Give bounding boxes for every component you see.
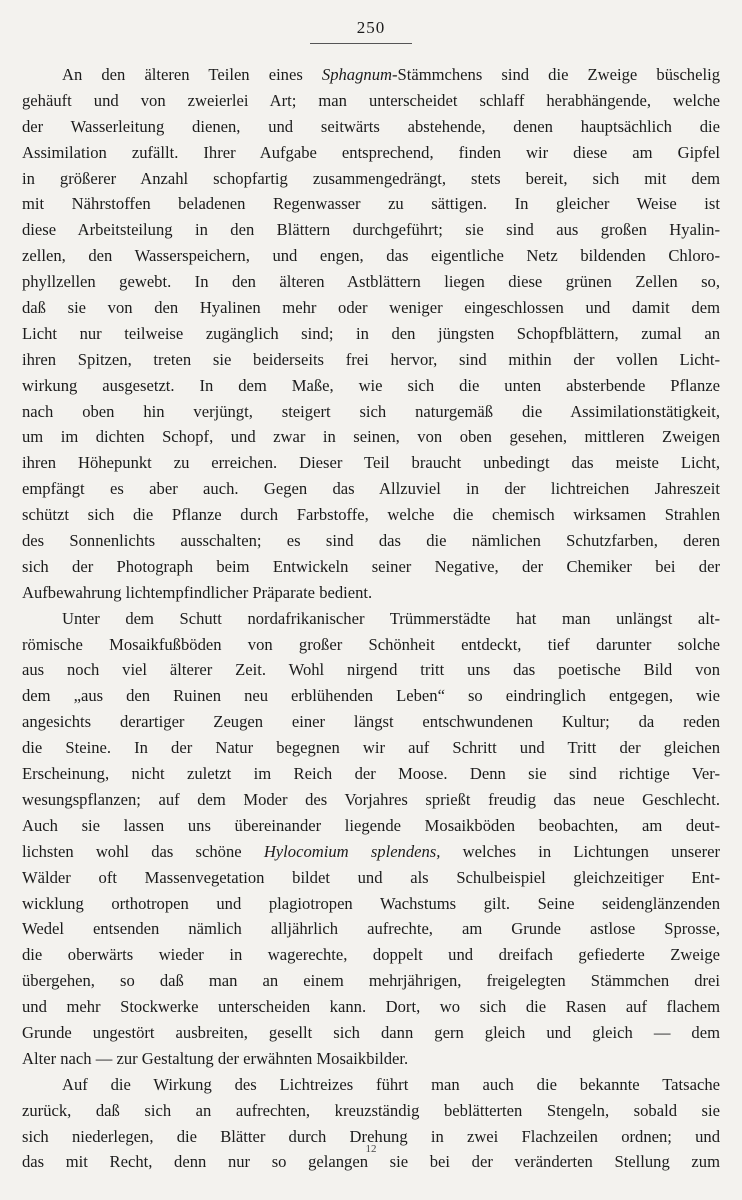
text-line	[22, 813, 720, 839]
text-run: gehäuft und von zweierlei Art; man unterscheidet schlaff herabhängende, welche	[22, 90, 720, 110]
text-run: welches in Lichtungen unserer	[440, 841, 720, 861]
text-line	[22, 243, 720, 269]
text-run: und mehr Stockwerke unterscheiden kann. Dort, wo sich die Rasen auf flachem	[22, 997, 720, 1017]
text-run: der Wasserleitung dienen, und seitwärts abstehende, denen hauptsächlich die	[22, 116, 720, 136]
italic-term: Sphagnum	[321, 65, 392, 84]
text-run: Assimilation zufällt. Ihrer Aufgabe entsprechend, finden wir diese am Gipfel	[22, 142, 720, 162]
text-run: -Stämmchens sind die Zweige büschelig	[391, 65, 720, 84]
text-line	[22, 502, 720, 528]
italic-term: Hylocomium splendens,	[263, 841, 441, 861]
header-rule	[310, 43, 412, 44]
text-line	[22, 424, 720, 450]
text-run: Aufbewahrung lichtempfindlicher Präparate bedient.	[22, 582, 373, 602]
text-line	[22, 1046, 720, 1072]
text-line	[22, 942, 720, 968]
text-run: empfängt es aber auch. Gegen das Allzuviel in der lichtreichen Jahreszeit	[22, 479, 720, 499]
text-run: Wälder oft Massenvegetation bildet und als Schulbeispiel gleichzeitiger Ent-	[22, 867, 720, 887]
text-line	[22, 994, 720, 1020]
text-run: die oberwärts wieder in wagerechte, doppelt und dreifach gefiederte Zweige	[22, 945, 720, 965]
text-run: wicklung orthotropen und plagiotropen Wachstums gilt. Seine seidenglänzenden	[22, 893, 720, 913]
text-run: in größerer Anzahl schopfartig zusammengedrängt, stets bereit, sich mit dem	[22, 168, 720, 188]
text-run: Erscheinung, nicht zuletzt im Reich der Moose. Denn sie sind richtige Ver-	[22, 764, 720, 784]
text-line	[22, 968, 720, 994]
text-line	[22, 761, 720, 787]
text-line	[22, 114, 720, 140]
text-line	[22, 166, 720, 192]
text-run: ihren Höhepunkt zu erreichen. Dieser Teil braucht unbedingt das meiste Licht,	[22, 453, 720, 473]
text-run: römische Mosaikfußböden von großer Schönheit entdeckt, tief darunter solche	[22, 634, 720, 654]
text-line	[22, 606, 720, 632]
text-line	[22, 295, 720, 321]
text-run: ihren Spitzen, treten sie beiderseits frei hervor, sind mithin der vollen Licht-	[22, 349, 720, 369]
text-run: wesungspflanzen; auf dem Moder des Vorjahres sprießt freudig das neue Geschlecht.	[22, 789, 720, 809]
text-run: zurück, daß sich an aufrechten, kreuzständig beblätterten Stengeln, sobald sie	[22, 1100, 720, 1120]
text-line	[22, 683, 720, 709]
text-run: Auf die Wirkung des Lichtreizes führt man auch die bekannte Tatsache	[62, 1074, 720, 1094]
text-run: Alter nach — zur Gestaltung der erwähnten Mosaikbilder.	[22, 1048, 409, 1068]
text-run: Auch sie lassen uns übereinander liegende Mosaikböden beobachten, am deut-	[22, 815, 720, 835]
text-run: die Steine. In der Natur begegnen wir auf Schritt und Tritt der gleichen	[22, 738, 720, 758]
text-line	[22, 891, 720, 917]
text-run: Unter dem Schutt nordafrikanischer Trümmerstädte hat man unlängst alt-	[62, 608, 720, 628]
text-run: daß sie von den Hyalinen mehr oder weniger eingeschlossen und damit dem	[22, 298, 720, 318]
text-line	[22, 191, 720, 217]
text-line	[22, 62, 720, 88]
text-run: zellen, den Wasserspeichern, und engen, das eigentliche Netz bildenden Chloro-	[22, 246, 720, 266]
text-run: um im dichten Schopf, und zwar in seinen, von oben gesehen, mittleren Zweigen	[22, 427, 720, 447]
text-run: schützt sich die Pflanze durch Farbstoffe, welche die chemisch wirksamen Strahlen	[22, 505, 720, 525]
text-run: nach oben hin verjüngt, steigert sich naturgemäß die Assimilationstätigkeit,	[22, 401, 720, 421]
text-line	[22, 657, 720, 683]
text-run: diese Arbeitsteilung in den Blättern durchgeführt; sie sind aus großen Hyalin-	[22, 220, 720, 240]
text-run: übergehen, so daß man an einem mehrjährigen, freigelegten Stämmchen drei	[22, 971, 720, 991]
text-line	[22, 373, 720, 399]
text-run: aus noch viel älterer Zeit. Wohl nirgend tritt uns das poetische Bild von	[22, 660, 720, 680]
body-text	[22, 62, 720, 1175]
text-line	[22, 787, 720, 813]
text-run: des Sonnenlichts ausschalten; es sind das die nämlichen Schutzfarben, deren	[22, 531, 720, 551]
text-line	[22, 269, 720, 295]
text-run: An den älteren Teilen eines	[62, 65, 322, 84]
text-line	[22, 709, 720, 735]
text-run: Licht nur teilweise zugänglich sind; in den jüngsten Schopfblättern, zumal an	[22, 323, 720, 343]
text-run: mit Nährstoffen beladenen Regenwasser zu sättigen. In gleicher Weise ist	[22, 194, 720, 214]
text-line	[22, 839, 720, 865]
text-line	[22, 450, 720, 476]
text-line	[22, 88, 720, 114]
text-line	[22, 140, 720, 166]
page-number: 250	[356, 18, 386, 37]
text-line	[22, 735, 720, 761]
text-line	[22, 1072, 720, 1098]
text-line	[22, 580, 720, 606]
text-line	[22, 476, 720, 502]
signature-mark: 12	[365, 1143, 377, 1155]
text-run: das mit Recht, denn nur so gelangen sie bei der veränderten Stellung zum	[22, 1152, 720, 1172]
text-line	[22, 1020, 720, 1046]
text-line	[22, 632, 720, 658]
text-run: wirkung ausgesetzt. In dem Maße, wie sich die unten absterbende Pflanze	[22, 375, 720, 395]
text-line	[22, 865, 720, 891]
text-line	[22, 217, 720, 243]
text-run: phyllzellen gewebt. In den älteren Astblättern liegen diese grünen Zellen so,	[22, 272, 720, 292]
text-line	[22, 347, 720, 373]
text-line	[22, 1098, 720, 1124]
text-run: sich der Photograph beim Entwickeln seiner Negative, der Chemiker bei der	[22, 556, 720, 576]
text-run: angesichts derartiger Zeugen einer längst entschwundenen Kultur; da reden	[22, 712, 720, 732]
text-line	[22, 554, 720, 580]
text-line	[22, 321, 720, 347]
text-run: lichsten wohl das schöne	[22, 841, 264, 861]
text-run: sich niederlegen, die Blätter durch Drehung in zwei Flachzeilen ordnen; und	[22, 1126, 720, 1146]
text-line	[22, 399, 720, 425]
text-line	[22, 916, 720, 942]
text-run: Grunde ungestört ausbreiten, gesellt sich dann gern gleich und gleich — dem	[22, 1022, 720, 1042]
text-run: Wedel entsenden nämlich alljährlich aufrechte, am Grunde astlose Sprosse,	[22, 919, 720, 939]
text-line	[22, 528, 720, 554]
text-run: dem „aus den Ruinen neu erblühenden Leben“ so eindringlich entgegen, wie	[22, 686, 720, 706]
